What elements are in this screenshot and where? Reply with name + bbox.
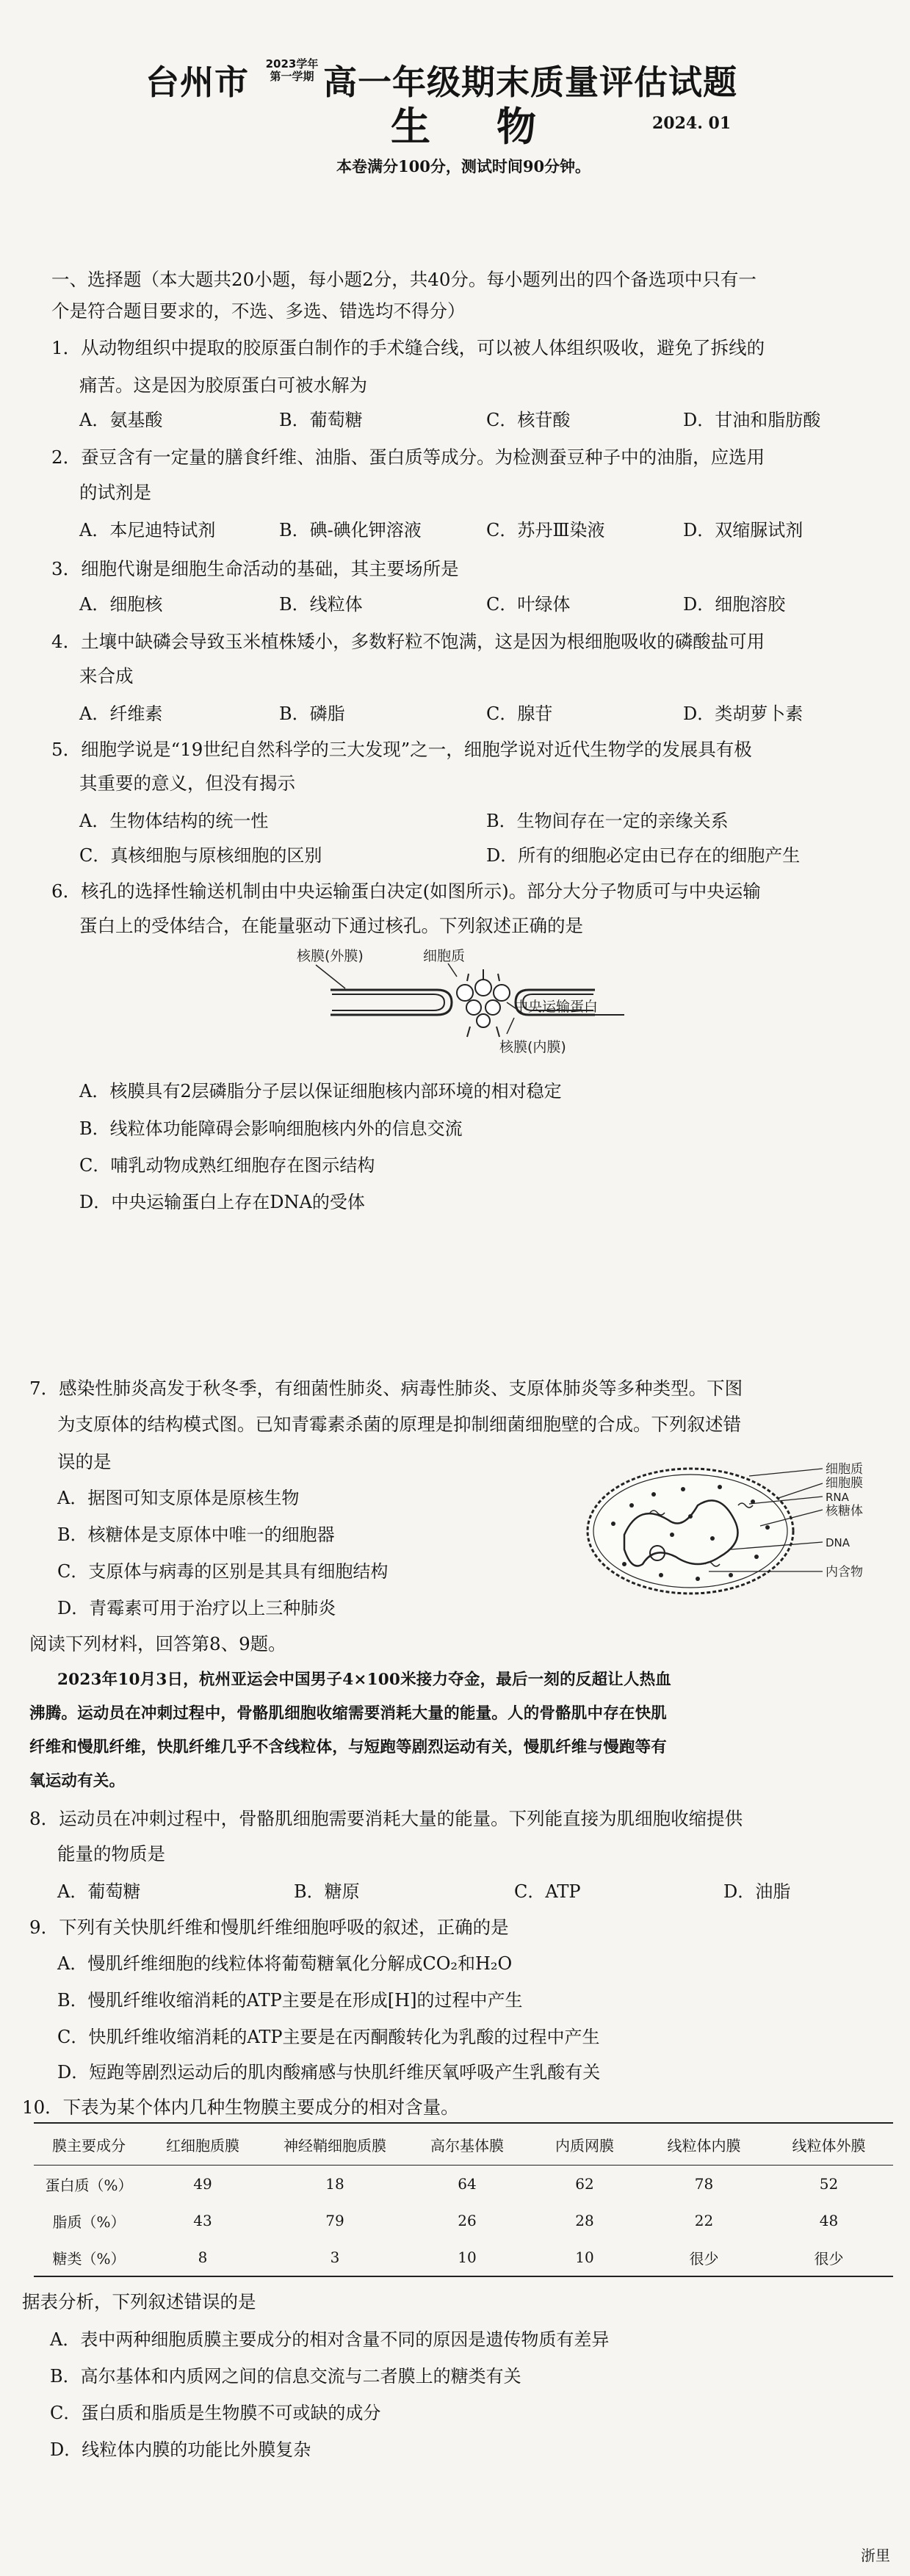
section-heading-line2: 个是符合题目要求的，不选、多选、错选均不得分） [51,300,466,322]
q2-option-c: C．苏丹Ⅲ染液 [486,520,605,540]
q3-option-a: A．细胞核 [79,594,163,615]
q4-stem-line1: 4．土壤中缺磷会导致玉米植株矮小，多数籽粒不饱满，这是因为根细胞吸收的磷酸盐可用 [51,631,765,652]
table-header: 神经鞘细胞质膜 [261,2123,408,2166]
label-dna: DNA [826,1536,851,1549]
q5-stem-line1: 5．细胞学说是“19世纪自然科学的三大发现”之一，细胞学说对近代生物学的发展具有极 [51,739,752,760]
q9-option-d: D．短跑等剧烈运动后的肌肉酸痛感与快肌纤维厌氧呼吸产生乳酸有关 [57,2062,601,2083]
q3-stem-line1: 3．细胞代谢是细胞生命活动的基础，其主要场所是 [51,558,459,579]
table-cell: 43 [193,2212,212,2229]
material-line4: 氧运动有关。 [29,1772,126,1790]
q2-stem-line1: 2．蚕豆含有一定量的膳食纤维、油脂、蛋白质等成分。为检测蚕豆种子中的油脂，应选用 [51,446,765,468]
city-name: 台州市 [145,62,249,102]
table-cell: 很少 [643,2239,765,2276]
table-cell: 79 [325,2212,344,2229]
table-cell: 49 [193,2175,212,2193]
material-line2: 沸腾。运动员在冲刺过程中，骨骼肌细胞收缩需要消耗大量的能量。人的骨骼肌中存在快肌 [29,1704,668,1723]
table-row [34,2166,893,2203]
q7-stem-line1: 7．感染性肺炎高发于秋冬季，有细菌性肺炎、病毒性肺炎、支原体肺炎等多种类型。下图 [29,1378,743,1399]
q7-option-c: C．支原体与病毒的区别是其具有细胞结构 [57,1561,389,1582]
q1-option-c: C．核苷酸 [486,410,571,430]
q2-option-d: D．双缩脲试剂 [683,520,804,540]
table-cell: 18 [325,2175,344,2193]
table-row [34,2202,893,2239]
table-header: 红细胞质膜 [144,2123,261,2166]
q8-stem-line2: 能量的物质是 [57,1843,165,1864]
exam-note: 本卷满分100分，测试时间90分钟。 [336,157,591,176]
table-cell: 28 [575,2212,594,2229]
q1-option-d: D．甘油和脂肪酸 [683,410,821,430]
q2-option-a: A．本尼迪特试剂 [79,520,216,540]
q4-option-d: D．类胡萝卜素 [683,703,804,724]
q7-stem-line2: 为支原体的结构模式图。已知青霉素杀菌的原理是抑制细菌细胞壁的合成。下列叙述错 [57,1414,741,1435]
table-row [34,2239,893,2276]
q4-stem-line2: 来合成 [79,665,134,687]
table-cell: 糖类（%） [34,2239,144,2276]
label-rna: RNA [826,1491,849,1504]
label-cytoplasm: 细胞质 [826,1462,863,1477]
q8-option-c: C．ATP [514,1881,581,1902]
q10-option-c: C．蛋白质和脂质是生物膜不可或缺的成分 [50,2403,381,2423]
q7-option-b: B．核糖体是支原体中唯一的细胞器 [57,1524,335,1545]
q5-option-b: B．生物间存在一定的亲缘关系 [486,811,729,831]
label-inner-membrane: 核膜(内膜) [499,1039,566,1055]
table-cell: 62 [575,2175,594,2193]
cell-membrane-outline [588,1469,793,1593]
table-header: 线粒体外膜 [765,2123,893,2166]
label-outer-membrane: 核膜(外膜) [297,948,364,964]
table-cell: 26 [458,2212,477,2229]
q9-option-b: B．慢肌纤维收缩消耗的ATP主要是在形成[H]的过程中产生 [57,1990,523,2011]
mycoplasma-figure [580,1461,889,1608]
q4-option-c: C．腺苷 [486,703,553,724]
material-line1: 2023年10月3日，杭州亚运会中国男子4×100米接力夺金，最后一刻的反超让人热血 [57,1671,671,1689]
table-header: 膜主要成分 [34,2123,144,2166]
q10-stem-line1: 10．下表为某个体内几种生物膜主要成分的相对含量。 [22,2096,459,2118]
label-central-protein: 中央运输蛋白 [514,999,599,1015]
q9-stem-line1: 9．下列有关快肌纤维和慢肌纤维细胞呼吸的叙述，正确的是 [29,1917,509,1938]
q1-stem-line2: 痛苦。这是因为胶原蛋白可被水解为 [79,375,367,396]
table-header: 内质网膜 [526,2123,643,2166]
exam-title: 高一年级期末质量评估试题 [323,62,737,102]
material-intro: 阅读下列材料，回答第8、9题。 [29,1633,286,1654]
q9-option-a: A．慢肌纤维细胞的线粒体将葡萄糖氧化分解成CO₂和H₂O [57,1953,513,1974]
inner-membrane-left [332,994,444,1010]
table-cell: 10 [408,2239,526,2276]
q10-option-d: D．线粒体内膜的功能比外膜复杂 [50,2439,311,2460]
central-transport-protein [457,969,510,1037]
material-line3: 纤维和慢肌纤维，快肌纤维几乎不含线粒体，与短跑等剧烈运动有关，慢肌纤维与慢跑等有 [29,1738,668,1756]
label-ribosome: 核糖体 [826,1504,863,1519]
q6-option-a: A．核膜具有2层磷脂分子层以保证细胞核内部环境的相对稳定 [79,1081,562,1101]
q4-option-b: B．磷脂 [279,703,345,724]
q3-option-b: B．线粒体 [279,594,363,615]
q3-option-c: C．叶绿体 [486,594,571,615]
label-cell-membrane: 细胞膜 [826,1476,863,1491]
table-header-row [34,2123,893,2166]
q6-option-c: C．哺乳动物成熟红细胞存在图示结构 [79,1155,375,1176]
subject-title: 生物 [391,104,602,150]
q7-option-d: D．青霉素可用于治疗以上三种肺炎 [57,1598,336,1618]
exam-date: 2024. 01 [652,114,732,133]
table-header: 高尔基体膜 [408,2123,526,2166]
table-cell: 52 [819,2175,839,2193]
q8-stem-line1: 8．运动员在冲刺过程中，骨骼肌细胞需要消耗大量的能量。下列能直接为肌细胞收缩提供 [29,1808,743,1829]
table-cell: 很少 [765,2239,893,2276]
table-cell: 8 [144,2239,261,2276]
q2-option-b: B．碘-碘化钾溶液 [279,520,422,540]
table-cell: 78 [694,2175,714,2193]
label-inclusion: 内含物 [826,1565,863,1580]
q9-option-c: C．快肌纤维收缩消耗的ATP主要是在丙酮酸转化为乳酸的过程中产生 [57,2027,600,2047]
q8-option-d: D．油脂 [723,1881,791,1902]
section-heading-line1: 一、选择题（本大题共20小题，每小题2分，共40分。每小题列出的四个备选项中只有一 [51,269,756,290]
table-cell: 48 [819,2212,839,2229]
q4-option-a: A．纤维素 [79,703,163,724]
semester: 第一学期 [270,70,314,83]
table-cell: 22 [694,2212,714,2229]
q6-stem-line1: 6．核孔的选择性输送机制由中央运输蛋白决定(如图所示)。部分大分子物质可与中央运输 [51,880,761,902]
q1-option-b: B．葡萄糖 [279,410,363,430]
q7-option-a: A．据图可知支原体是原核生物 [57,1488,300,1508]
q2-stem-line2: 的试剂是 [79,482,151,503]
label-cytoplasm: 细胞质 [423,948,466,964]
q5-option-c: C．真核细胞与原核细胞的区别 [79,845,322,866]
q5-option-d: D．所有的细胞必定由已存在的细胞产生 [486,845,801,866]
q10-option-a: A．表中两种细胞质膜主要成分的相对含量不同的原因是遗传物质有差异 [50,2329,610,2350]
q1-stem-line1: 1．从动物组织中提取的胶原蛋白制作的手术缝合线，可以被人体组织吸收，避免了拆线的 [51,337,765,358]
q6-option-b: B．线粒体功能障碍会影响细胞核内外的信息交流 [79,1118,463,1139]
q6-option-d: D．中央运输蛋白上存在DNA的受体 [79,1192,365,1212]
q7-stem-line3: 误的是 [57,1451,112,1472]
q1-option-a: A．氨基酸 [79,410,163,430]
q8-option-b: B．糖原 [294,1881,360,1902]
q5-option-a: A．生物体结构的统一性 [79,811,269,831]
q10-stem-line2: 据表分析，下列叙述错误的是 [22,2291,256,2312]
corner-watermark: 浙里 [861,2547,890,2564]
table-header: 线粒体内膜 [643,2123,765,2166]
table-cell: 3 [261,2239,408,2276]
q3-option-d: D．细胞溶胶 [683,594,786,615]
q5-stem-line2: 其重要的意义，但没有揭示 [79,773,295,794]
q6-stem-line2: 蛋白上的受体结合，在能量驱动下通过核孔。下列叙述正确的是 [79,915,583,936]
q10-option-b: B．高尔基体和内质网之间的信息交流与二者膜上的糖类有关 [50,2366,521,2387]
table-cell: 脂质（%） [52,2213,126,2231]
nuclear-pore-figure [286,947,698,1072]
q8-option-a: A．葡萄糖 [57,1881,141,1902]
table-cell: 蛋白质（%） [45,2176,133,2194]
table-cell: 64 [458,2175,477,2193]
school-year-block [261,58,323,83]
membrane-composition-table [34,2122,893,2277]
school-year: 2023学年 [265,57,319,70]
table-cell: 10 [526,2239,643,2276]
